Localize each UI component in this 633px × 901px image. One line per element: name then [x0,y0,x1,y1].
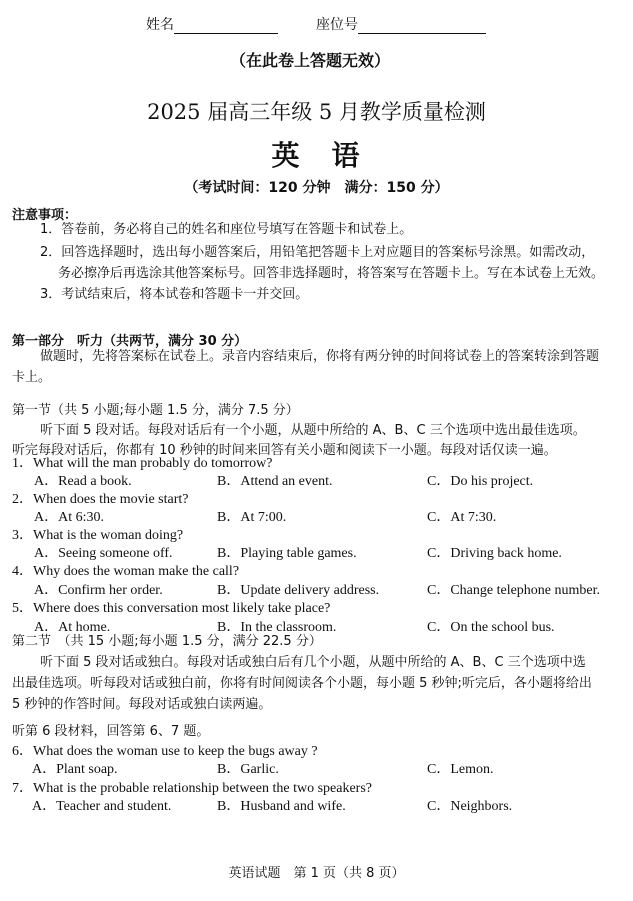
option-c[interactable]: C．Lemon. [427,762,494,777]
option-a[interactable]: A．At 6:30. [34,510,104,525]
option-b[interactable]: B．Husband and wife. [217,799,346,814]
question-stem: 5．Where does this conversation most likely take place? [12,601,331,616]
option-c[interactable]: C．On the school bus. [427,620,555,635]
note-item-2-cont: 务必擦净后再选涂其他答案标号。回答非选择题时，将答案写在答题卡上。写在本试卷上无效。 [58,266,605,281]
seat-field[interactable] [316,14,486,34]
note-item-3: 3．考试结束后，将本试卷和答题卡一并交回。 [40,287,309,302]
question-stem: 3．What is the woman doing? [12,528,184,543]
seat-label: 座位号 [316,17,358,33]
note-item-2: 2．回答选择题时，选出每小题答案后，用铅笔把答题卡上对应题目的答案标号涂黑。如需改动， [40,245,595,260]
option-c[interactable]: C．At 7:30. [427,510,497,525]
option-a[interactable]: A．Teacher and student. [32,799,172,814]
name-label: 姓名 [146,17,174,33]
option-a[interactable]: A．Read a book. [34,474,132,489]
question-stem: 7．What is the probable relationship between the two speakers? [12,781,372,796]
option-b[interactable]: B．At 7:00. [217,510,287,525]
section2-instruction-3: 5 秒钟的作答时间。每段对话或独白读两遍。 [12,697,272,712]
question-stem: 4．Why does the woman make the call? [12,564,240,579]
part1-title: 第一部分 听力（共两节，满分 30 分） [12,334,248,349]
notes-title: 注意事项： [12,208,78,223]
option-a[interactable]: A．At home. [34,620,111,635]
exam-title: 2025 届高三年级 5 月教学质量检测 [147,100,486,124]
section1-instruction-2: 听完每段对话后，你都有 10 秒钟的时间来回答有关小题和阅读下一小题。每段对话仅读一遍。 [12,443,557,458]
exam-info: （考试时间：120 分钟 满分：150 分） [184,180,449,196]
option-b[interactable]: B．Update delivery address. [217,583,380,598]
name-field[interactable] [146,14,278,34]
section2-title: 第二节 （共 15 小题;每小题 1.5 分，满分 22.5 分） [12,634,322,649]
option-c[interactable]: C．Do his project. [427,474,534,489]
name-blank[interactable] [174,19,278,34]
question-stem: 2．When does the movie start? [12,492,189,507]
part1-instruction-1: 做题时，先将答案标在试卷上。录音内容结束后，你将有两分钟的时间将试卷上的答案转涂到答题 [40,349,600,364]
part1-instruction-2: 卡上。 [12,370,52,385]
option-c[interactable]: C．Change telephone number. [427,583,601,598]
question-stem: 6．What does the woman use to keep the bugs away ? [12,744,318,759]
material-note: 听第 6 段材料，回答第 6、7 题。 [12,724,210,739]
section1-instruction-1: 听下面 5 段对话。每段对话后有一个小题，从题中所给的 A、B、C 三个选项中选出最佳选项。 [40,423,586,438]
option-b[interactable]: B．Garlic. [217,762,279,777]
subject-title: 英 语 [271,139,362,172]
question-stem: 1．What will the man probably do tomorrow? [12,456,273,471]
page-footer: 英语试题 第 1 页（共 8 页） [228,866,405,881]
section2-instruction-2: 出最佳选项。听每段对话或独白前，你将有时间阅读各个小题，每小题 5 秒钟;听完后，各小题将给出 [12,676,592,691]
option-a[interactable]: A．Confirm her order. [34,583,163,598]
option-c[interactable]: C．Driving back home. [427,546,562,561]
section1-title: 第一节（共 5 小题;每小题 1.5 分，满分 7.5 分） [12,403,299,418]
option-a[interactable]: A．Plant soap. [32,762,118,777]
option-b[interactable]: B．In the classroom. [217,620,337,635]
seat-blank[interactable] [358,19,486,34]
option-b[interactable]: B．Playing table games. [217,546,357,561]
invalid-note: （在此卷上答题无效） [230,51,391,70]
note-item-1: 1．答卷前，务必将自己的姓名和座位号填写在答题卡和试卷上。 [40,222,413,237]
option-a[interactable]: A．Seeing someone off. [34,546,173,561]
option-c[interactable]: C．Neighbors. [427,799,513,814]
option-b[interactable]: B．Attend an event. [217,474,333,489]
section2-instruction-1: 听下面 5 段对话或独白。每段对话或独白后有几个小题，从题中所给的 A、B、C 三个选项中选 [40,655,586,670]
